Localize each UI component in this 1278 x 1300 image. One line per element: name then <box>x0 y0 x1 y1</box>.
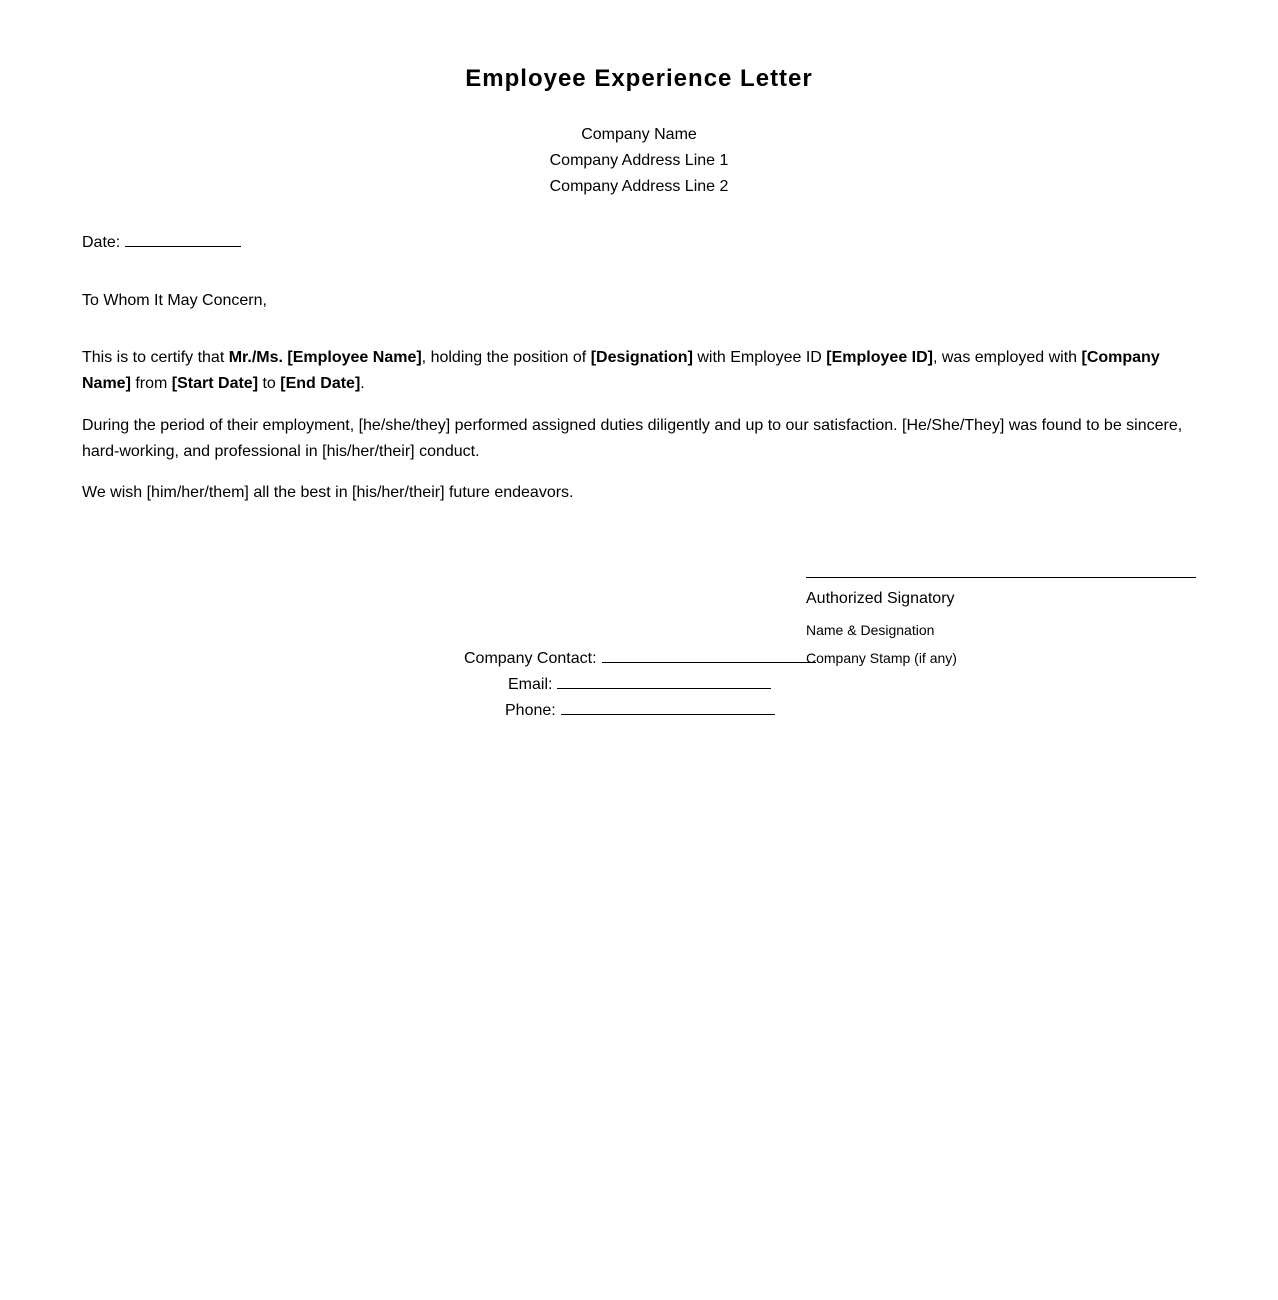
designation-placeholder: [Designation] <box>590 349 693 366</box>
company-name: Company Name <box>581 126 697 143</box>
closing-paragraph: We wish [him/her/them] all the best in [his/her/their] future endeavors. <box>82 484 574 501</box>
salutation: To Whom It May Concern, <box>82 292 267 309</box>
company-name-placeholder: [Company Name] <box>82 349 1160 392</box>
email-line <box>508 674 771 696</box>
phone-blank-field <box>561 700 775 715</box>
text-segment: . <box>360 374 365 392</box>
company-address-line-1: Company Address Line 1 <box>549 152 729 169</box>
employee-id-placeholder: [Employee ID] <box>826 349 933 366</box>
end-date-placeholder: [End Date] <box>280 374 361 392</box>
company-contact-line <box>464 648 816 670</box>
company-header <box>0 122 1278 200</box>
name-designation-label: Name & Designation <box>806 622 935 638</box>
company-contact-blank-field <box>602 648 816 663</box>
date-blank-field <box>125 232 241 247</box>
employee-name-placeholder: Mr./Ms. [Employee Name] <box>228 349 422 366</box>
phone-line <box>505 700 775 722</box>
date-label: Date: <box>82 234 121 251</box>
start-date-placeholder: [Start Date] <box>171 374 259 392</box>
email-blank-field <box>557 674 771 689</box>
authorized-signatory-label: Authorized Signatory <box>806 590 955 607</box>
signature-line <box>806 577 1196 578</box>
company-stamp-label: Company Stamp (if any) <box>806 650 957 666</box>
email-label: Email: <box>508 676 553 693</box>
phone-label: Phone: <box>505 702 556 719</box>
text-segment: , holding the position of <box>421 349 591 366</box>
text-segment: , was employed with <box>932 349 1082 366</box>
letter-title: Employee Experience Letter <box>465 65 813 92</box>
company-contact-label: Company Contact: <box>464 650 597 667</box>
text-segment: with Employee ID <box>692 349 827 366</box>
performance-paragraph: During the period of their employment, [he/she/they] performed assigned duties diligently and up to our satisfaction. [He/She/They] was found to be sincere, hard-working, and professional in [his/her/their] conduct. <box>82 417 1183 460</box>
date-line <box>82 232 241 254</box>
text-segment: from <box>130 374 172 392</box>
certification-paragraph <box>82 345 1192 396</box>
text-segment: This is to certify that <box>82 349 229 366</box>
company-address-line-2: Company Address Line 2 <box>549 178 729 195</box>
text-segment: to <box>258 374 281 392</box>
